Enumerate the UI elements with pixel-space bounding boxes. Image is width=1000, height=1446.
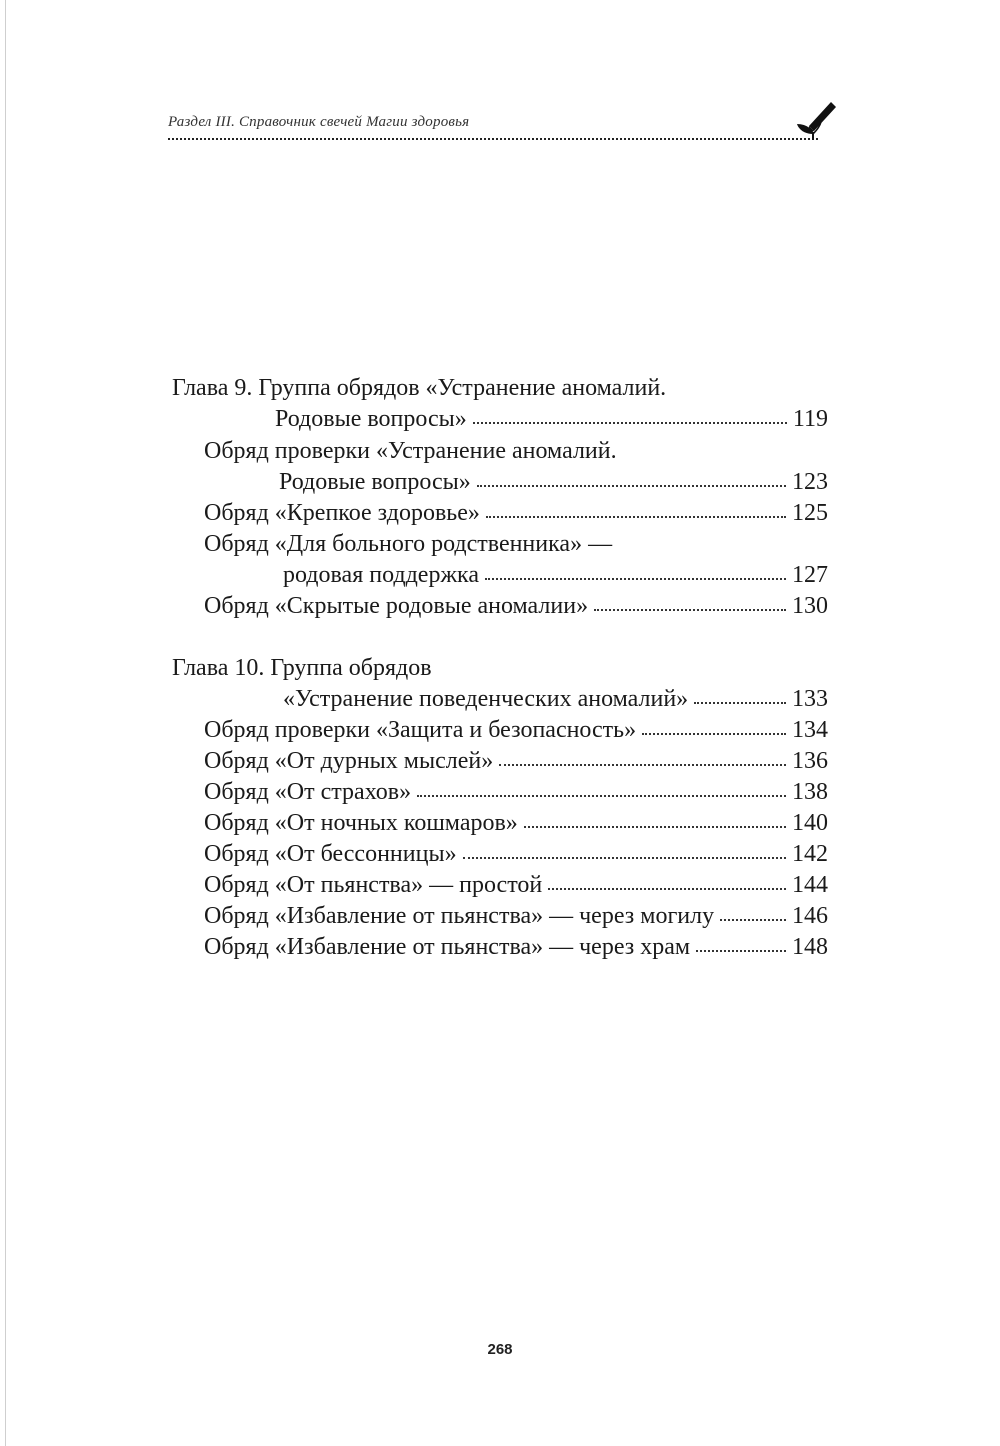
page-ref: 140 xyxy=(792,810,828,836)
toc-item[interactable] xyxy=(204,870,828,900)
page-ref: 144 xyxy=(792,872,828,898)
chapter-10-entry[interactable] xyxy=(283,684,828,714)
page-ref: 134 xyxy=(792,717,828,743)
toc-item-title: Обряд «Избавление от пьянства» — через храм xyxy=(204,934,691,960)
chapter-9-title: Глава 9. Группа обрядов «Устранение аномалий. xyxy=(172,375,667,401)
leader-dots xyxy=(694,701,786,704)
leader-dots xyxy=(473,421,787,424)
toc-item[interactable] xyxy=(204,932,828,962)
page-ref: 138 xyxy=(792,779,828,805)
toc-item-title: Обряд «От ночных кошмаров» xyxy=(204,810,518,836)
pen-sprout-icon xyxy=(793,96,837,142)
leader-dots xyxy=(548,887,786,890)
leader-dots xyxy=(486,515,786,518)
page-ref: 127 xyxy=(792,562,828,588)
toc-item[interactable] xyxy=(283,560,828,590)
toc-item[interactable] xyxy=(279,467,828,497)
page-ref: 125 xyxy=(792,500,828,526)
page-ref: 136 xyxy=(792,748,828,774)
leader-dots xyxy=(463,856,786,859)
leader-dots xyxy=(524,825,786,828)
page-ref: 130 xyxy=(792,593,828,619)
chapter-10-title: Глава 10. Группа обрядов xyxy=(172,655,432,681)
leader-dots xyxy=(485,577,786,580)
page-ref: 146 xyxy=(792,903,828,929)
toc-item: Обряд «Для больного родственника» — xyxy=(204,531,613,557)
toc-item-title: Обряд «От пьянства» — простой xyxy=(204,872,543,898)
leader-dots xyxy=(696,949,786,952)
toc-item-title: Обряд «От дурных мыслей» xyxy=(204,748,494,774)
toc-item-title: Обряд «Избавление от пьянства» — через могилу xyxy=(204,903,715,929)
toc-item[interactable] xyxy=(204,715,828,745)
chapter-9-entry[interactable] xyxy=(275,404,828,434)
toc-item-title: Обряд «Скрытые родовые аномалии» xyxy=(204,593,589,619)
leader-dots xyxy=(477,484,786,487)
page-ref: 142 xyxy=(792,841,828,867)
toc-item-title: Обряд «От бессонницы» xyxy=(204,841,457,867)
leader-dots xyxy=(594,608,786,611)
toc-item-cont: родовая поддержка xyxy=(283,562,479,588)
page-ref: 148 xyxy=(792,934,828,960)
chapter-10-title-cont: «Устранение поведенческих аномалий» xyxy=(283,686,689,712)
toc-item[interactable] xyxy=(204,808,828,838)
toc-item[interactable] xyxy=(204,901,828,931)
page-number: 268 xyxy=(487,1341,513,1358)
page-ref: 119 xyxy=(792,406,828,432)
page-ref: 123 xyxy=(792,469,828,495)
page-edge xyxy=(5,0,6,1446)
leader-dots xyxy=(720,918,786,921)
header-dotted-rule xyxy=(168,138,818,140)
leader-dots xyxy=(642,732,786,735)
toc-item-title: Обряд «От страхов» xyxy=(204,779,412,805)
toc-item: Обряд проверки «Устранение аномалий. xyxy=(204,438,617,464)
toc-item[interactable] xyxy=(204,777,828,807)
toc-item-title: Обряд проверки «Защита и безопасность» xyxy=(204,717,637,743)
toc-item-title: Обряд «Крепкое здоровье» xyxy=(204,500,480,526)
toc-item-cont: Родовые вопросы» xyxy=(279,469,471,495)
running-header: Раздел III. Справочник свечей Магии здоровья xyxy=(168,114,470,130)
toc-item[interactable] xyxy=(204,839,828,869)
leader-dots xyxy=(499,763,786,766)
toc-item[interactable] xyxy=(204,591,828,621)
chapter-9-title-cont: Родовые вопросы» xyxy=(275,406,467,432)
toc-item[interactable] xyxy=(204,498,828,528)
toc-item[interactable] xyxy=(204,746,828,776)
leader-dots xyxy=(417,794,786,797)
page-ref: 133 xyxy=(792,686,828,712)
